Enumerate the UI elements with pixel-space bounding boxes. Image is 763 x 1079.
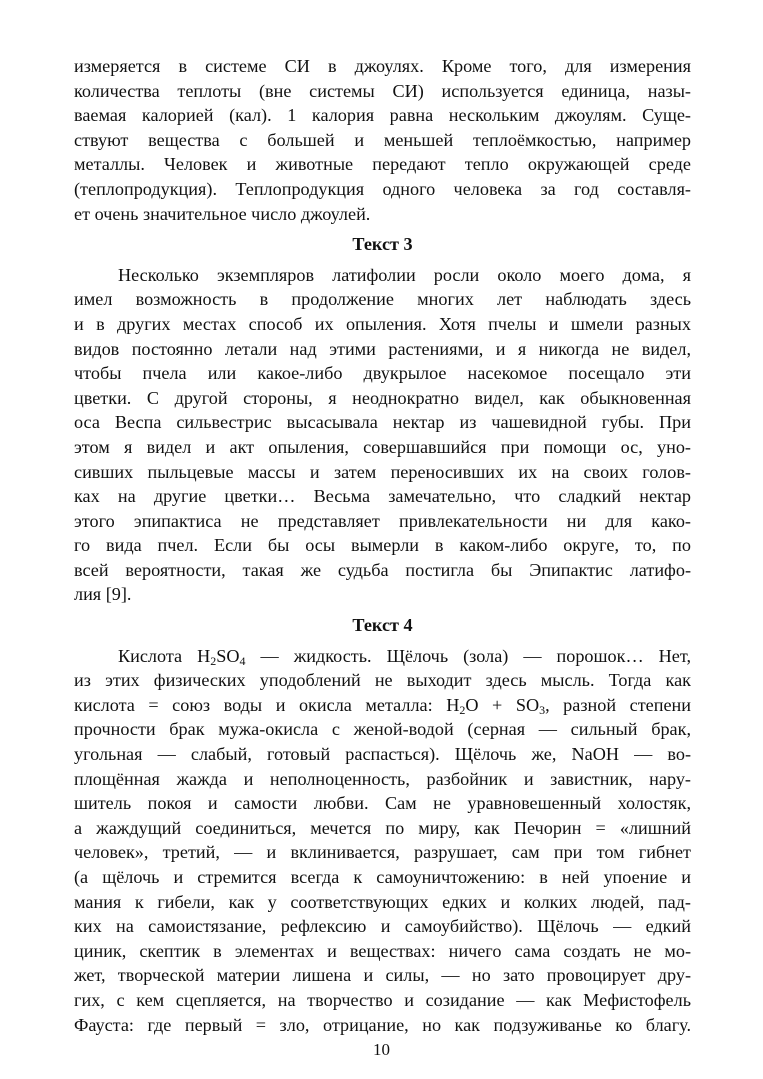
text-fragment: кислота = союз воды и окисла металла: H: [74, 694, 460, 715]
text-fragment: — жидкость. Щёлочь (зола) — порошок… Нет,: [245, 645, 691, 666]
text-line: жет, творческой материи лишена и силы, — но зато провоцирует дру-: [74, 965, 691, 986]
text4-paragraph: [74, 644, 691, 1038]
text4-heading: Текст 4: [352, 615, 413, 636]
text-line: этом я видел и акт опыления, совершавшийся при помощи ос, уно-: [74, 436, 691, 457]
text-line: гих, с кем сцепляется, на творчество и созидание — как Мефистофель: [74, 989, 691, 1010]
text-line: ет очень значительное число джоулей.: [74, 203, 371, 224]
text-fragment: Кислота H: [118, 645, 211, 666]
text-line-formula: [74, 693, 691, 718]
text-line: ваемая калорией (кал). 1 калория равна нескольким джоулям. Суще-: [74, 105, 691, 126]
text-line: количества теплоты (вне системы СИ) используется единица, назы-: [74, 80, 691, 101]
text-line: (а щёлочь и стремится всегда к самоуничтожению: в ней упоение и: [74, 867, 691, 887]
text-line: площённая жажда и неполноценность, разбойник и завистник, нару-: [74, 768, 691, 789]
subscript: 2: [210, 653, 217, 668]
intro-paragraph: [74, 54, 691, 226]
text-line: ких на самоистязание, рефлексию и самоубийство). Щёлочь — едкий: [74, 916, 691, 937]
text-line: чтобы пчела или какое-либо двукрылое насекомое посещало эти: [74, 363, 691, 384]
text-line: имел возможность в продолжение многих лет наблюдать здесь: [74, 289, 691, 310]
subscript: 3: [539, 702, 546, 717]
text-fragment: O + SO: [465, 694, 540, 715]
text-line: этого эпипактиса не представляет привлекательности ни для како-: [74, 510, 691, 531]
subscript: 2: [459, 702, 466, 717]
text-line: сивших пыльцевые массы и затем переносивших их на своих голов-: [74, 461, 691, 482]
text-line: всей вероятности, такая же судьба постигла бы Эпипактис латифо-: [74, 559, 691, 580]
text-fragment: , разной степени: [545, 694, 691, 715]
text-line: металлы. Человек и животные передают тепло окружающей среде: [74, 154, 691, 175]
text3-paragraph: [74, 263, 691, 607]
text-line: цветки. С другой стороны, я неоднократно видел, как обыкновенная: [74, 387, 691, 408]
text-line: оса Веспа сильвестрис высасывала нектар из чашевидной губы. При: [74, 412, 691, 433]
text-line: видов постоянно летали над этими растениями, и я никогда не видел,: [74, 338, 691, 359]
text-fragment: SO: [216, 645, 240, 666]
text-line: шитель покоя и самости любви. Сам не уравновешенный холостяк,: [74, 793, 691, 814]
text-line: ках на другие цветки… Весьма замечательно, что сладкий нектар: [74, 486, 691, 507]
text-line: Несколько экземпляров латифолии росли около моего дома, я: [118, 264, 691, 285]
text-line: мания к гибели, как у соответствующих едких и колких людей, пад-: [74, 891, 691, 912]
text-line: и в других местах способ их опыления. Хотя пчелы и шмели разных: [74, 313, 691, 334]
text-line: измеряется в системе СИ в джоулях. Кроме того, для измерения: [74, 56, 691, 76]
text-line: а жаждущий соединиться, мечется по миру, как Печорин = «лишний: [74, 817, 691, 838]
text-line: лия [9].: [74, 584, 132, 605]
text-line: угольная — слабый, готовый распасться). Щёлочь же, NaOH — во-: [74, 744, 691, 765]
text3-heading: Текст 3: [352, 234, 413, 255]
text-line: го вида пчел. Если бы осы вымерли в каком-либо округе, то, по: [74, 535, 691, 556]
text-line: Фауста: где первый = зло, отрицание, но как подзуживанье ко благу.: [74, 1014, 691, 1035]
text-line: ствуют вещества с большей и меньшей теплоёмкостью, например: [74, 129, 691, 150]
text-line: прочности брак мужа-окисла с женой-водой (серная — сильный брак,: [74, 719, 691, 740]
page-number: 10: [373, 1040, 390, 1059]
text-line: (теплопродукция). Теплопродукция одного человека за год составля-: [74, 178, 691, 199]
text-line: человек», третий, — и вклинивается, разрушает, сам при том гибнет: [74, 842, 691, 863]
text-line: из этих физических уподоблений не выходит здесь мысль. Тогда как: [74, 670, 691, 691]
text-line-formula: [74, 644, 691, 669]
subscript: 4: [239, 653, 246, 668]
text-line: циник, скептик в элементах и веществах: ничего сама создать не мо-: [74, 940, 691, 961]
page-content: [74, 54, 691, 1037]
